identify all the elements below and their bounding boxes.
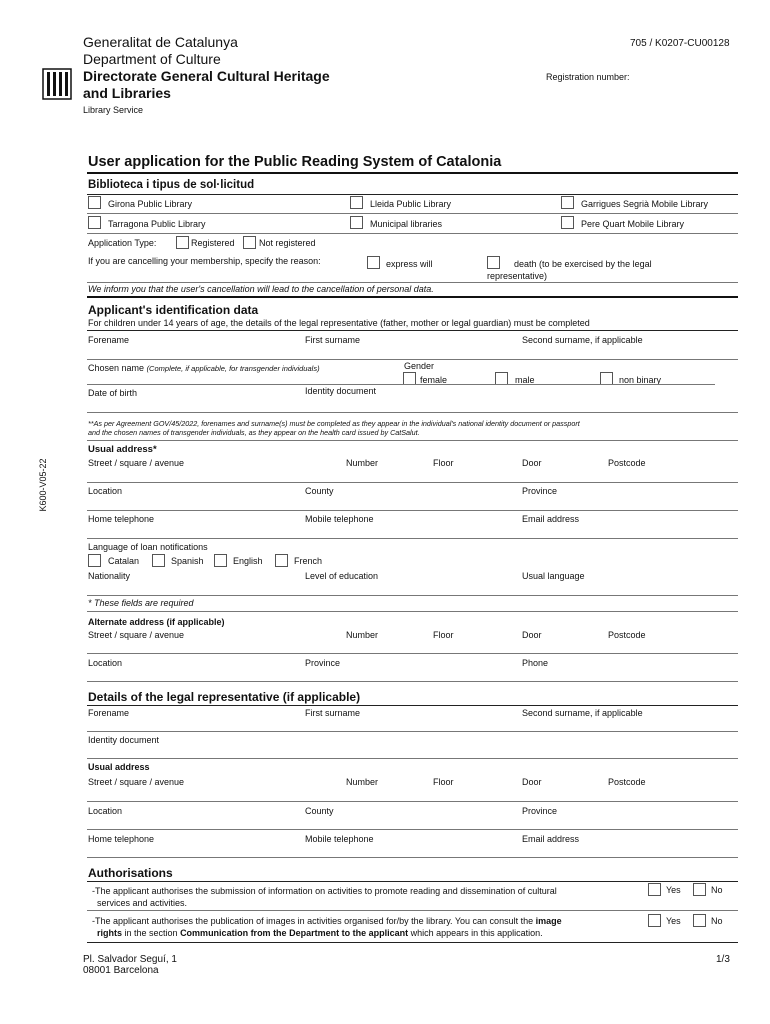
library-option-label: Tarragona Public Library (108, 219, 206, 229)
female-label: female (420, 375, 448, 385)
library-heading: Biblioteca i tipus de sol·licitud (88, 179, 255, 191)
checkbox[interactable] (350, 216, 363, 229)
agreement-note-2: and the chosen names of transgender individuals, as they appear on the health card issued by CatSalut. (88, 428, 420, 437)
chosen-name-note: (Complete, if applicable, for transgender individuals) (146, 364, 320, 373)
first-surname-label: First surname (305, 708, 361, 718)
communication-section-link[interactable]: Communication from the Department to the applicant (180, 928, 409, 938)
authorisation-1-yes-checkbox[interactable] (648, 883, 661, 896)
yes-label: Yes (666, 916, 681, 926)
library-option-garrigues[interactable] (561, 196, 574, 209)
checkbox[interactable] (88, 196, 101, 209)
number-label: Number (346, 630, 379, 640)
dob-label: Date of birth (88, 388, 138, 398)
spanish-label: Spanish (171, 556, 204, 566)
form-code: 705 / K0207-CU00128 (630, 38, 730, 49)
mobile-telephone-label: Mobile telephone (305, 834, 374, 844)
legal-heading: Details of the legal representative (if applicable) (88, 690, 361, 704)
county-label: County (305, 806, 334, 816)
usual-language-label: Usual language (522, 571, 585, 581)
language-label: Language of loan notifications (88, 542, 208, 552)
checkbox[interactable] (176, 236, 189, 249)
door-label: Door (522, 458, 542, 468)
checkbox[interactable] (648, 914, 661, 927)
non-binary-label: non binary (619, 375, 662, 385)
cancel-reason-label: If you are cancelling your membership, specify the reason: (88, 256, 321, 266)
first-surname-label: First surname (305, 335, 361, 345)
forename-label: Forename (88, 708, 130, 718)
no-label: No (711, 916, 723, 926)
province-label: Province (522, 486, 558, 496)
floor-label: Floor (433, 458, 454, 468)
library-option-girona[interactable] (88, 196, 101, 209)
library-option-perequart[interactable] (561, 216, 574, 229)
nationality-label: Nationality (88, 571, 131, 581)
floor-label: Floor (433, 777, 454, 787)
library-option-municipal[interactable] (350, 216, 363, 229)
image-word: image (535, 916, 562, 926)
checkbox[interactable] (487, 256, 500, 269)
cancellation-notice: We inform you that the user's cancellation will lead to the cancellation of personal data. (88, 284, 434, 294)
page-title: User application for the Public Reading System of Catalonia (88, 154, 502, 170)
catalan-checkbox[interactable] (88, 554, 101, 567)
registration-number-label: Registration number: (546, 72, 630, 82)
french-checkbox[interactable] (275, 554, 288, 567)
library-option-label: Garrigues Segrià Mobile Library (581, 199, 709, 209)
number-label: Number (346, 777, 379, 787)
org-line-3: Directorate General Cultural Heritage (83, 68, 330, 84)
door-label: Door (522, 630, 542, 640)
library-option-label: Girona Public Library (108, 199, 193, 209)
county-label: County (305, 486, 334, 496)
application-type-label: Application Type: (88, 238, 157, 248)
street-label: Street / square / avenue (88, 630, 185, 640)
org-line-4: and Libraries (83, 85, 171, 101)
authorisation-2-line-1 (92, 916, 562, 926)
province-label: Province (522, 806, 558, 816)
agreement-note-1: **As per Agreement GOV/45/2022, forenames and surname(s) must be completed as they appear in the individual's national identity document or passport (88, 419, 580, 428)
checkbox[interactable] (693, 883, 706, 896)
express-will-label: express will (386, 259, 433, 269)
applicant-heading: Applicant's identification data (88, 303, 259, 317)
legal-usual-address-heading: Usual address (88, 762, 150, 772)
home-telephone-label: Home telephone (88, 514, 155, 524)
checkbox[interactable] (88, 554, 101, 567)
not-registered-checkbox[interactable] (243, 236, 256, 249)
authorisation-2-no-checkbox[interactable] (693, 914, 706, 927)
english-checkbox[interactable] (214, 554, 227, 567)
registered-label: Registered (191, 238, 235, 248)
authorisation-2-line-2 (97, 928, 543, 938)
authorisation-2-text: -The applicant authorises the publication of images in activities organised for/by the library. You can consult the (92, 916, 534, 926)
french-label: French (294, 556, 323, 566)
registered-checkbox[interactable] (176, 236, 189, 249)
mobile-telephone-label: Mobile telephone (305, 514, 374, 524)
gender-label: Gender (404, 361, 435, 371)
section-text: in the section (122, 928, 181, 938)
street-label: Street / square / avenue (88, 777, 185, 787)
library-option-label: Municipal libraries (370, 219, 443, 229)
authorisation-1-line-1: -The applicant authorises the submission of information on activities to promote reading and dissemination of cultural (92, 886, 557, 896)
floor-label: Floor (433, 630, 454, 640)
section-end-text: which appears in this application. (408, 928, 543, 938)
authorisations-heading: Authorisations (88, 866, 173, 880)
phone-label: Phone (522, 658, 549, 668)
province-label: Province (305, 658, 341, 668)
location-label: Location (88, 658, 123, 668)
postcode-label: Postcode (608, 630, 646, 640)
checkbox[interactable] (350, 196, 363, 209)
home-telephone-label: Home telephone (88, 834, 155, 844)
no-label: No (711, 885, 723, 895)
yes-label: Yes (666, 885, 681, 895)
street-label: Street / square / avenue (88, 458, 185, 468)
usual-address-heading: Usual address* (88, 444, 157, 455)
id-doc-label: Identity document (88, 735, 160, 745)
second-surname-label: Second surname, if applicable (522, 335, 643, 345)
rights-word: rights (97, 928, 123, 938)
checkbox[interactable] (275, 554, 288, 567)
checkbox[interactable] (243, 236, 256, 249)
number-label: Number (346, 458, 379, 468)
page-number: 1/3 (716, 954, 730, 965)
checkbox[interactable] (693, 914, 706, 927)
door-label: Door (522, 777, 542, 787)
library-option-lleida[interactable] (350, 196, 363, 209)
second-surname-label: Second surname, if applicable (522, 708, 643, 718)
email-label: Email address (522, 834, 580, 844)
checkbox[interactable] (152, 554, 165, 567)
postcode-label: Postcode (608, 777, 646, 787)
postcode-label: Postcode (608, 458, 646, 468)
org-service: Library Service (83, 105, 144, 115)
email-label: Email address (522, 514, 580, 524)
children-note: For children under 14 years of age, the details of the legal representative (father, mother or legal guardian) must be completed (88, 318, 590, 328)
checkbox[interactable] (648, 883, 661, 896)
catalan-label: Catalan (108, 556, 140, 566)
checkbox[interactable] (561, 196, 574, 209)
alternate-address-heading: Alternate address (if applicable) (88, 617, 225, 627)
org-line-2: Department of Culture (83, 51, 221, 67)
spanish-checkbox[interactable] (152, 554, 165, 567)
express-will-checkbox[interactable] (367, 256, 380, 269)
location-label: Location (88, 486, 123, 496)
english-label: English (233, 556, 263, 566)
location-label: Location (88, 806, 123, 816)
not-registered-label: Not registered (259, 238, 316, 248)
chosen-name-text: Chosen name (88, 363, 145, 373)
side-code: K600-V05-22 (38, 458, 48, 512)
checkbox[interactable] (214, 554, 227, 567)
authorisation-1-no-checkbox[interactable] (693, 883, 706, 896)
required-note: * These fields are required (88, 598, 194, 608)
checkbox[interactable] (367, 256, 380, 269)
male-label: male (515, 375, 535, 385)
authorisation-1-line-2: services and activities. (97, 898, 188, 908)
org-line-1: Generalitat de Catalunya (83, 34, 238, 50)
footer-address-2: 08001 Barcelona (83, 965, 159, 976)
library-option-label: Pere Quart Mobile Library (581, 219, 685, 229)
forename-label: Forename (88, 335, 130, 345)
authorisation-2-yes-checkbox[interactable] (648, 914, 661, 927)
death-label-2: representative) (487, 271, 548, 281)
checkbox[interactable] (88, 216, 101, 229)
library-option-label: Lleida Public Library (370, 199, 452, 209)
id-doc-label: Identity document (305, 386, 377, 396)
gov-logo (42, 68, 72, 100)
education-label: Level of education (305, 571, 379, 581)
chosen-name-label (88, 363, 320, 373)
library-option-tarragona[interactable] (88, 216, 101, 229)
death-checkbox[interactable] (487, 256, 500, 269)
footer-address-1: Pl. Salvador Seguí, 1 (83, 954, 177, 965)
checkbox[interactable] (561, 216, 574, 229)
death-label-1: death (to be exercised by the legal (514, 259, 652, 269)
